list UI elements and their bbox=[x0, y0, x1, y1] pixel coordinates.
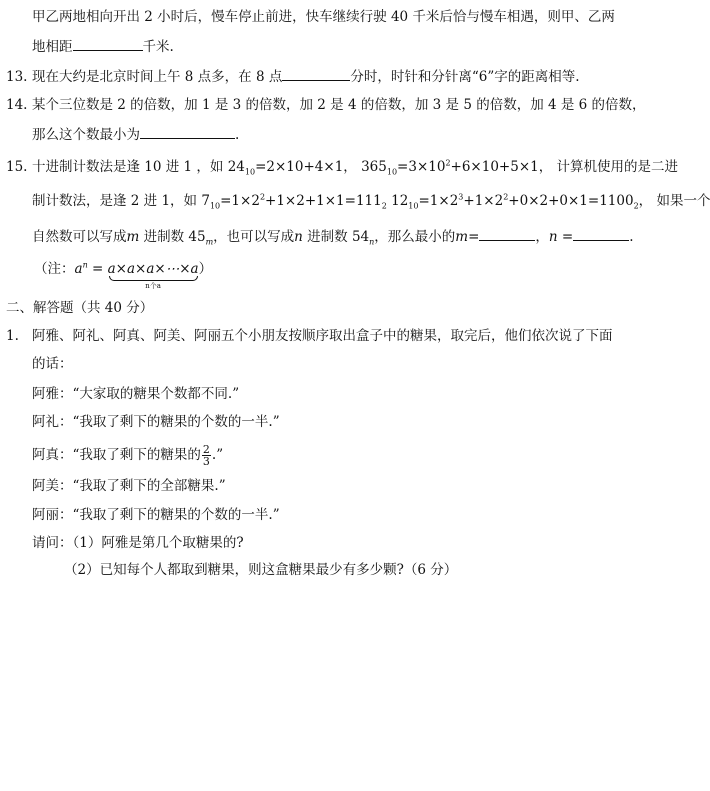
subscript: 10 bbox=[244, 167, 256, 177]
fraction-denominator: 3 bbox=[202, 455, 210, 468]
variable-m: m bbox=[126, 229, 140, 245]
problem-15-text: 自然数可以写成 bbox=[32, 229, 127, 245]
answer-blank-n[interactable] bbox=[573, 228, 629, 241]
note-product: a×a×a×⋯×a bbox=[107, 261, 199, 277]
question-1-line-2 bbox=[32, 355, 73, 373]
problem-15-text: +6×10+5×1， 计算机使用的是二进 bbox=[450, 159, 679, 175]
superscript: 2 bbox=[503, 192, 509, 202]
problem-13 bbox=[6, 68, 580, 86]
problem-15-line-1 bbox=[6, 158, 678, 176]
question-number: 1. bbox=[6, 328, 19, 344]
subscript: 2 bbox=[633, 201, 639, 211]
ask-text: （2）已知每个人都取到糖果，则这盒糖果最少有多少颗?（6 分） bbox=[64, 562, 458, 578]
problem-15-text: 进制数 45 bbox=[139, 229, 206, 245]
question-1-text: 阿雅、阿礼、阿真、阿美、阿丽五个小朋友按顺序取出盒子中的糖果，取完后，他们依次说了下面 bbox=[32, 328, 613, 344]
problem-15-text: =2×10+4×1， 365 bbox=[255, 159, 387, 175]
subscript: 10 bbox=[408, 201, 419, 211]
problem-15-text: 进制数 54 bbox=[302, 229, 370, 245]
problem-15-text: ， 如果一个 bbox=[638, 193, 710, 209]
problem-number: 14. bbox=[6, 97, 28, 113]
superscript: 3 bbox=[458, 192, 464, 202]
note-base: a bbox=[74, 261, 83, 277]
problem-15-text: 十进制计数法是逢 10 进 1 ，如 24 bbox=[32, 159, 245, 175]
problem-15-text: =3×10 bbox=[397, 159, 446, 175]
section-2-title: 二、解答题（共 40 分） bbox=[6, 300, 154, 316]
variable-n: n bbox=[294, 229, 303, 245]
question-1-line-1 bbox=[6, 327, 613, 345]
problem-15-text: . bbox=[629, 229, 634, 245]
statement-a-li-2 bbox=[32, 506, 280, 524]
problem-15-note bbox=[34, 260, 213, 290]
fraction-numerator: 2 bbox=[202, 443, 210, 456]
problem-12-unit: 千米. bbox=[142, 39, 174, 55]
problem-13-text: 现在大约是北京时间上午 8 点多，在 8 点 bbox=[32, 69, 283, 85]
statement-text: 阿丽：“我取了剩下的糖果的个数的一半.” bbox=[32, 507, 280, 523]
answer-blank-m[interactable] bbox=[479, 228, 535, 241]
underbrace-label: n个a bbox=[145, 282, 161, 290]
statement-text: .” bbox=[211, 447, 224, 463]
section-title bbox=[6, 299, 153, 317]
problem-15-text: ，也可以写成 bbox=[213, 229, 295, 245]
subscript: n bbox=[369, 237, 375, 247]
statement-text: 阿雅：“大家取的糖果个数都不同.” bbox=[32, 386, 240, 402]
problem-14-line-1 bbox=[6, 96, 646, 114]
superscript: 2 bbox=[445, 158, 451, 168]
problem-number: 15. bbox=[6, 159, 28, 175]
note-text: ） bbox=[198, 261, 213, 277]
problem-14-text: 那么这个数最小为 bbox=[32, 127, 140, 143]
ask-text: 请问：（1）阿雅是第几个取糖果的? bbox=[32, 535, 244, 551]
answer-blank[interactable] bbox=[73, 38, 143, 51]
problem-12-text: 甲乙两地相向开出 2 小时后，慢车停止前进，快车继续行驶 40 千米后恰与慢车相遇，则甲、乙两 bbox=[32, 9, 615, 25]
statement-a-ya bbox=[32, 385, 239, 403]
problem-15-line-2 bbox=[32, 192, 710, 210]
note-text: = bbox=[87, 261, 108, 277]
answer-blank[interactable] bbox=[282, 68, 350, 81]
problem-15-text: = bbox=[557, 229, 574, 245]
problem-14-line-2 bbox=[32, 126, 239, 144]
statement-a-li bbox=[32, 413, 280, 431]
statement-text: 阿美：“我取了剩下的全部糖果.” bbox=[32, 478, 226, 494]
problem-15-text: +1×2+1×1=111 bbox=[265, 193, 382, 209]
problem-15-text: ， bbox=[535, 229, 549, 245]
question-1-ask-1 bbox=[32, 534, 244, 552]
problem-15-text: ，那么最小的 bbox=[374, 229, 456, 245]
problem-15-text: =1×2 bbox=[418, 193, 459, 209]
note-label: （注： bbox=[34, 261, 75, 277]
note-underbrace bbox=[107, 260, 199, 290]
fraction-two-thirds bbox=[202, 444, 211, 467]
subscript: 10 bbox=[209, 201, 221, 211]
subscript: 2 bbox=[381, 201, 387, 211]
problem-12-text: 地相距 bbox=[32, 39, 73, 55]
problem-15-text: +0×2+0×1=1100 bbox=[508, 193, 634, 209]
variable-n: n bbox=[548, 229, 558, 245]
problem-14-text: 某个三位数是 2 的倍数，加 1 是 3 的倍数，加 2 是 4 的倍数，加 3 是 5 的倍数，加 4 是 6 的倍数， bbox=[32, 97, 646, 113]
problem-12-line-2 bbox=[32, 38, 174, 56]
statement-a-zhen bbox=[32, 444, 223, 467]
problem-15-text: +1×2 bbox=[463, 193, 504, 209]
problem-12-line-1 bbox=[32, 8, 615, 26]
problem-15-text: =1×2 bbox=[220, 193, 260, 209]
answer-blank[interactable] bbox=[140, 126, 235, 139]
problem-number: 13. bbox=[6, 69, 28, 85]
superscript: 2 bbox=[259, 192, 266, 202]
statement-a-mei bbox=[32, 477, 226, 495]
statement-text: 阿真：“我取了剩下的糖果的 bbox=[32, 447, 201, 463]
note-exponent: n bbox=[82, 260, 88, 270]
problem-13-text: 分时，时针和分针离“6”字的距离相等. bbox=[350, 69, 580, 85]
variable-m: m bbox=[455, 229, 469, 245]
problem-15-text: = bbox=[468, 229, 480, 245]
question-1-text: 的话： bbox=[32, 356, 73, 372]
underbrace-line bbox=[109, 276, 198, 281]
subscript: 10 bbox=[386, 167, 398, 177]
problem-15-line-3 bbox=[32, 228, 634, 246]
question-1-ask-2 bbox=[64, 561, 457, 579]
subscript: m bbox=[205, 237, 214, 247]
problem-15-text: 制计数法，是逢 2 进 1，如 7 bbox=[32, 193, 210, 209]
problem-14-text: . bbox=[235, 127, 240, 143]
statement-text: 阿礼：“我取了剩下的糖果的个数的一半.” bbox=[32, 414, 280, 430]
problem-15-text: 12 bbox=[386, 193, 409, 209]
